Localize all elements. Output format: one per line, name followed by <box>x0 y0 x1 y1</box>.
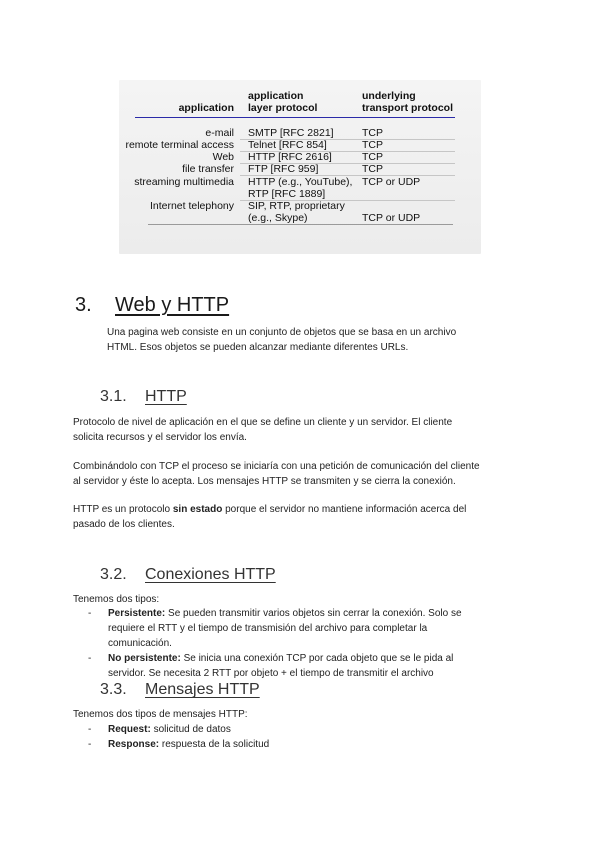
section-heading <box>75 292 229 318</box>
subsection-heading <box>100 387 187 407</box>
subsection-number: 3.2. <box>100 566 127 583</box>
row-app: file transfer <box>182 163 234 175</box>
subsection-title: HTTP <box>145 388 187 405</box>
bold-term: sin estado <box>172 504 223 515</box>
row-protocol: HTTP [RFC 2616] <box>248 151 332 163</box>
header-rule <box>135 117 455 118</box>
bullet-list <box>88 606 462 681</box>
row-protocol-cont: RTP [RFC 1889] <box>248 188 326 200</box>
text-line: al servidor y éste lo acepta. Los mensajes HTTP se transmiten y se cierra la conexión. <box>73 476 456 487</box>
list-item <box>88 651 462 681</box>
row-app: e-mail <box>205 127 234 139</box>
header-transport-line1: underlying <box>362 90 416 102</box>
section-intro <box>107 325 456 355</box>
dash-bullet: - <box>88 653 92 664</box>
subsection-heading <box>100 680 260 700</box>
bold-term: Response: <box>108 739 160 750</box>
row-app: Web <box>212 151 234 163</box>
list-item <box>88 722 269 737</box>
subsection-heading <box>100 565 276 585</box>
row-protocol: FTP [RFC 959] <box>248 163 319 175</box>
text-line: HTML. Esos objetos se pueden alcanzar mediante diferentes URLs. <box>107 342 409 353</box>
row-transport: TCP or UDP <box>362 212 421 224</box>
header-protocol-line2: layer protocol <box>248 102 318 114</box>
dash-bullet: - <box>88 739 92 750</box>
text-line: servidor. Se necesita 2 RTT por objeto + el tiempo de transmitir el archivo <box>108 668 434 679</box>
table-bottom-rule <box>148 224 453 225</box>
text-line: Una pagina web consiste en un conjunto de objetos que se basa en un archivo <box>107 327 457 338</box>
text-run: porque el servidor no mantiene información acerca del <box>222 504 467 515</box>
text-run: respuesta de la solicitud <box>159 739 270 750</box>
row-protocol-cont: (e.g., Skype) <box>248 212 308 224</box>
list-item <box>88 606 462 651</box>
subsection-number: 3.1. <box>100 388 127 405</box>
text-line <box>73 502 466 517</box>
dash-bullet: - <box>88 608 92 619</box>
text-run: Se inicia una conexión TCP por cada objeto que se le pida al <box>180 653 454 664</box>
text-line: Combinándolo con TCP el proceso se iniciaría con una petición de comunicación del cliente <box>73 461 480 472</box>
header-transport-line2: transport protocol <box>362 102 453 114</box>
row-app: streaming multimedia <box>134 176 234 188</box>
row-transport: TCP <box>362 139 383 151</box>
text-line: solicita recursos y el servidor los envía. <box>73 432 247 443</box>
text-run: solicitud de datos <box>150 724 231 735</box>
row-protocol: HTTP (e.g., YouTube), <box>248 176 353 188</box>
row-protocol: SIP, RTP, proprietary <box>248 200 345 212</box>
text-run: HTTP es un protocolo <box>73 504 173 515</box>
subsection-title: Mensajes HTTP <box>145 681 260 698</box>
section-title: Web y HTTP <box>115 294 230 316</box>
bold-term: No persistente: <box>108 653 181 664</box>
row-protocol: SMTP [RFC 2821] <box>248 127 334 139</box>
bullet-list <box>88 722 269 752</box>
dash-bullet: - <box>88 724 92 735</box>
paragraph <box>73 502 466 532</box>
row-transport: TCP or UDP <box>362 176 421 188</box>
paragraph <box>73 459 480 489</box>
list-lead: Tenemos dos tipos de mensajes HTTP: <box>73 709 248 720</box>
text-line: requiere el RTT y el tiempo de transmisión del archivo para completar la <box>108 623 428 634</box>
row-app: remote terminal access <box>125 139 234 151</box>
bold-term: Request: <box>108 724 151 735</box>
row-transport: TCP <box>362 163 383 175</box>
text-line: pasado de los clientes. <box>73 519 175 530</box>
list-item <box>88 737 269 752</box>
text-line: Protocolo de nivel de aplicación en el que se define un cliente y un servidor. El cliente <box>73 417 453 428</box>
row-app: Internet telephony <box>149 200 234 212</box>
subsection-title: Conexiones HTTP <box>145 566 276 583</box>
row-transport: TCP <box>362 127 383 139</box>
text-line: comunicación. <box>108 638 172 649</box>
text-run: Se pueden transmitir varios objetos sin cerrar la conexión. Solo se <box>165 608 462 619</box>
header-application: application <box>178 102 234 114</box>
list-lead: Tenemos dos tipos: <box>73 594 160 605</box>
row-transport: TCP <box>362 151 383 163</box>
subsection-number: 3.3. <box>100 681 127 698</box>
bold-term: Persistente: <box>108 608 166 619</box>
section-number: 3. <box>75 294 92 316</box>
header-protocol-line1: application <box>248 90 304 102</box>
paragraph <box>73 415 452 445</box>
row-protocol: Telnet [RFC 854] <box>248 139 327 151</box>
